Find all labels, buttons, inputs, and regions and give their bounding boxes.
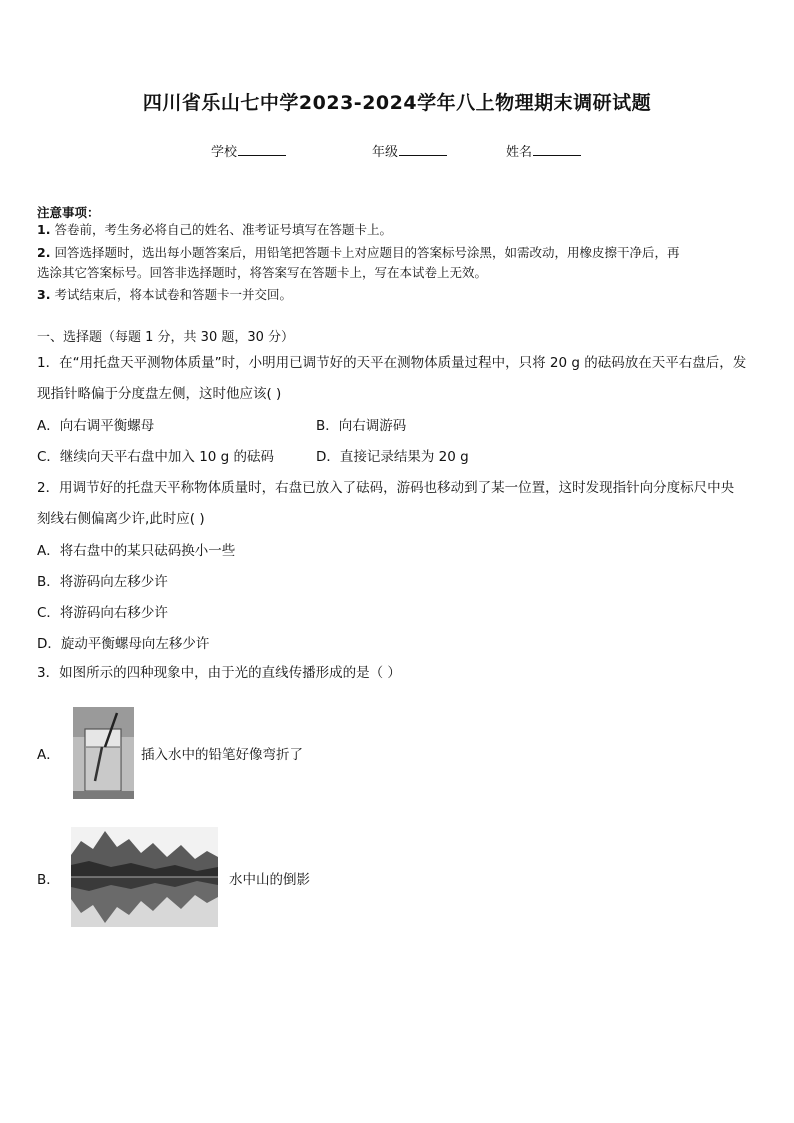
note-item: 3. 考试结束后，将本试卷和答题卡一并交回。: [37, 287, 292, 302]
question-2-line-1: 2．用调节好的托盘天平称物体质量时，右盘已放入了砝码，游码也移动到了某一位置，这时发现指针向分度标尺中央: [37, 480, 735, 496]
pencil-in-water-image: [73, 707, 134, 799]
question-3-option-a-caption: 插入水中的铅笔好像弯折了: [141, 747, 303, 763]
note-item: 1. 答卷前，考生务必将自己的姓名、准考证号填写在答题卡上。: [37, 222, 392, 237]
notes-heading: 注意事项：: [37, 205, 100, 220]
question-2-option-c[interactable]: C．将游码向右移少许: [37, 605, 168, 621]
grade-field: 年级: [372, 141, 447, 160]
question-1-line-1: 1．在“用托盘天平测物体质量”时，小明用已调节好的天平在测物体质量过程中，只将 20 g 的砝码放在天平右盘后，发: [37, 355, 747, 371]
grade-blank[interactable]: [399, 143, 447, 156]
question-3-option-a-letter[interactable]: A．: [37, 747, 60, 763]
exam-title: 四川省乐山七中学2023-2024学年八上物理期末调研试题: [142, 92, 652, 114]
note-item: 2. 回答选择题时，选出每小题答案后，用铅笔把答题卡上对应题目的答案标号涂黑，如需改动，用橡皮擦干净后，再: [37, 245, 680, 260]
question-1-option-d[interactable]: D．直接记录结果为 20 g: [316, 449, 469, 465]
mountain-reflection-image: [71, 827, 218, 927]
question-3-line-1: 3．如图所示的四种现象中，由于光的直线传播形成的是（ ）: [37, 665, 401, 681]
question-1-line-2: 现指针略偏于分度盘左侧，这时他应该( ): [37, 386, 282, 402]
question-3-option-b-caption: 水中山的倒影: [229, 872, 310, 888]
school-blank[interactable]: [238, 143, 286, 156]
name-blank[interactable]: [533, 143, 581, 156]
question-1-option-a[interactable]: A．向右调平衡螺母: [37, 418, 155, 434]
school-field: 学校: [211, 141, 286, 160]
question-2-option-a[interactable]: A．将右盘中的某只砝码换小一些: [37, 543, 236, 559]
section-heading: 一、选择题（每题 1 分，共 30 题，30 分）: [37, 330, 295, 345]
question-1-option-c[interactable]: C．继续向天平右盘中加入 10 g 的砝码: [37, 449, 275, 465]
question-1-option-b[interactable]: B．向右调游码: [316, 418, 407, 434]
name-field: 姓名: [506, 141, 581, 160]
question-2-option-b[interactable]: B．将游码向左移少许: [37, 574, 168, 590]
question-3-option-b-letter[interactable]: B．: [37, 872, 60, 888]
question-2-line-2: 刻线右侧偏离少许,此时应( ): [37, 511, 205, 527]
note-item-continuation: 选涂其它答案标号。回答非选择题时，将答案写在答题卡上，写在本试卷上无效。: [37, 265, 488, 280]
question-2-option-d[interactable]: D．旋动平衡螺母向左移少许: [37, 636, 210, 652]
